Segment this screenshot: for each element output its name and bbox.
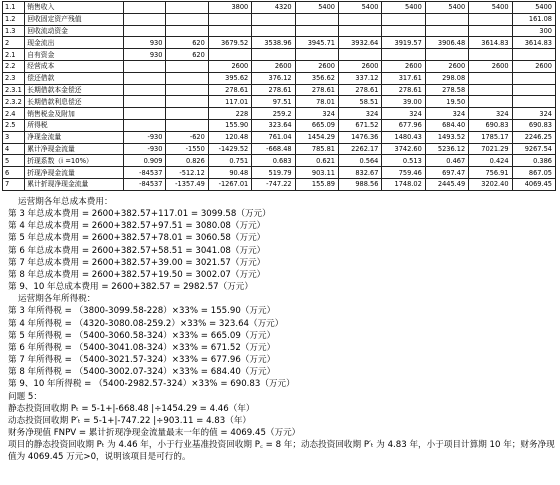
value-cell: 3679.52 [208, 37, 251, 49]
value-cell: 39.00 [382, 96, 425, 108]
row-name-cell: 销售税金及附加 [25, 108, 124, 120]
value-cell [382, 49, 425, 61]
value-cell: 300 [512, 25, 555, 37]
value-cell [425, 25, 468, 37]
value-cell: 324 [512, 108, 555, 120]
table-row [3, 25, 556, 37]
value-cell: 5400 [469, 2, 512, 14]
value-cell: 2600 [512, 60, 555, 72]
row-number-cell: 2.3.2 [3, 96, 25, 108]
value-cell: 697.47 [425, 167, 468, 179]
value-cell: 2600 [295, 60, 338, 72]
value-cell: 677.96 [382, 119, 425, 131]
value-cell: -1550 [166, 143, 208, 155]
value-cell: 120.48 [208, 131, 251, 143]
value-cell: 3614.83 [512, 37, 555, 49]
value-cell: -84537 [124, 167, 166, 179]
row-name-cell: 累计折现净现金流量 [25, 178, 124, 190]
value-cell: 395.62 [208, 72, 251, 84]
value-cell: 832.67 [339, 167, 382, 179]
value-cell [124, 108, 166, 120]
value-cell: -1357.49 [166, 178, 208, 190]
row-name-cell: 现金流出 [25, 37, 124, 49]
table-row [3, 167, 556, 179]
table-row [3, 119, 556, 131]
value-cell: 519.79 [252, 167, 295, 179]
value-cell: 0.513 [382, 155, 425, 167]
value-cell: 690.83 [469, 119, 512, 131]
value-cell: 867.05 [512, 167, 555, 179]
value-cell [124, 96, 166, 108]
value-cell [166, 60, 208, 72]
row-name-cell: 净现金流量 [25, 131, 124, 143]
value-cell: 376.12 [252, 72, 295, 84]
row-number-cell: 1.3 [3, 25, 25, 37]
value-cell: 759.46 [382, 167, 425, 179]
cost-line: 第 8 年总成本费用 = 2600+382.57+19.50 = 3002.07（万元） [8, 269, 266, 280]
tax-line: 第 6 年所得税 = （5400-3041.08-324）×33% = 671.52（万元） [8, 342, 276, 353]
value-cell: 4320 [252, 2, 295, 14]
row-name-cell: 长期借款本金偿还 [25, 84, 124, 96]
value-cell: 0.751 [208, 155, 251, 167]
value-cell: 324 [382, 108, 425, 120]
value-cell: 4069.45 [512, 178, 555, 190]
value-cell: 756.91 [469, 167, 512, 179]
value-cell: -668.48 [252, 143, 295, 155]
table-row [3, 2, 556, 14]
tax-line: 第 9、10 年所得税 = （5400-2982.57-324）×33% = 690.83（万元） [8, 379, 295, 390]
value-cell: 2600 [252, 60, 295, 72]
cost-line: 第 3 年总成本费用 = 2600+382.57+117.01 = 3099.58（万元） [8, 209, 271, 220]
row-name-cell: 所得税 [25, 119, 124, 131]
value-cell [469, 84, 512, 96]
value-cell [166, 2, 208, 14]
value-cell: 930 [124, 37, 166, 49]
value-cell: 324 [295, 108, 338, 120]
table-row [3, 49, 556, 61]
value-cell: 5400 [295, 2, 338, 14]
value-cell: 58.51 [339, 96, 382, 108]
tax-line: 第 8 年所得税 = （5400-3002.07-324）×33% = 684.40（万元） [8, 367, 276, 378]
value-cell: -84537 [124, 178, 166, 190]
tax-line: 第 3 年所得税 = （3800-3099.58-228）×33% = 155.90（万元） [8, 306, 276, 317]
value-cell: 2445.49 [425, 178, 468, 190]
value-cell: 2600 [339, 60, 382, 72]
row-number-cell: 6 [3, 167, 25, 179]
dynamic-payback-line: 动态投资回收期 P′ₜ = 5-1+|-747.22 |÷903.11 = 4.83（年） [8, 415, 252, 426]
value-cell [166, 96, 208, 108]
value-cell: 0.909 [124, 155, 166, 167]
value-cell: 3932.64 [339, 37, 382, 49]
value-cell: -1429.52 [208, 143, 251, 155]
table-row [3, 108, 556, 120]
value-cell: 665.09 [295, 119, 338, 131]
value-cell: 5236.12 [425, 143, 468, 155]
table-row [3, 155, 556, 167]
value-cell: 278.61 [295, 84, 338, 96]
value-cell: 0.826 [166, 155, 208, 167]
value-cell [208, 49, 251, 61]
row-number-cell: 1.2 [3, 13, 25, 25]
value-cell: -930 [124, 143, 166, 155]
row-number-cell: 2.1 [3, 49, 25, 61]
table-row [3, 60, 556, 72]
value-cell: 903.11 [295, 167, 338, 179]
row-name-cell: 长期借款利息偿还 [25, 96, 124, 108]
value-cell: 298.08 [425, 72, 468, 84]
value-cell: 0.386 [512, 155, 555, 167]
value-cell: 259.2 [252, 108, 295, 120]
row-name-cell: 回收流动资金 [25, 25, 124, 37]
row-number-cell: 1.1 [3, 2, 25, 14]
row-number-cell: 2.2 [3, 60, 25, 72]
value-cell [166, 25, 208, 37]
value-cell: 324 [425, 108, 468, 120]
value-cell [425, 13, 468, 25]
value-cell: 3919.57 [382, 37, 425, 49]
value-cell: 324 [469, 108, 512, 120]
value-cell: -930 [124, 131, 166, 143]
row-name-cell: 经营成本 [25, 60, 124, 72]
value-cell: 5400 [339, 2, 382, 14]
cost-line: 第 6 年总成本费用 = 2600+382.57+58.51 = 3041.08（万元） [8, 245, 266, 256]
value-cell: -747.22 [252, 178, 295, 190]
row-name-cell: 累计净现金流量 [25, 143, 124, 155]
value-cell: 2262.17 [339, 143, 382, 155]
value-cell: 1476.36 [339, 131, 382, 143]
value-cell: 0.683 [252, 155, 295, 167]
value-cell [166, 119, 208, 131]
value-cell [512, 49, 555, 61]
value-cell: 2600 [382, 60, 425, 72]
value-cell: 0.621 [295, 155, 338, 167]
value-cell [124, 84, 166, 96]
value-cell: 2600 [469, 60, 512, 72]
value-cell: 278.61 [208, 84, 251, 96]
value-cell: 0.424 [469, 155, 512, 167]
value-cell: 97.51 [252, 96, 295, 108]
cost-line: 第 5 年总成本费用 = 2600+382.57+78.01 = 3060.58（万元） [8, 233, 266, 244]
table-row [3, 178, 556, 190]
value-cell: 1454.29 [295, 131, 338, 143]
value-cell: 9267.54 [512, 143, 555, 155]
value-cell [425, 49, 468, 61]
tax-line: 第 7 年所得税 = （5400-3021.57-324）×33% = 677.96（万元） [8, 355, 276, 366]
table-row [3, 13, 556, 25]
value-cell [252, 25, 295, 37]
solution-notes [8, 196, 556, 463]
value-cell: 5400 [382, 2, 425, 14]
value-cell: 323.64 [252, 119, 295, 131]
value-cell: 761.04 [252, 131, 295, 143]
value-cell [295, 49, 338, 61]
value-cell [124, 25, 166, 37]
value-cell [382, 13, 425, 25]
row-number-cell: 3 [3, 131, 25, 143]
value-cell: 317.61 [382, 72, 425, 84]
value-cell: 155.89 [295, 178, 338, 190]
value-cell: 278.58 [425, 84, 468, 96]
value-cell: 2600 [425, 60, 468, 72]
value-cell: 5400 [425, 2, 468, 14]
row-number-cell: 2 [3, 37, 25, 49]
value-cell: 988.56 [339, 178, 382, 190]
tax-heading: 运营期各年所得税： [18, 294, 96, 305]
value-cell: 155.90 [208, 119, 251, 131]
value-cell: 228 [208, 108, 251, 120]
value-cell [166, 13, 208, 25]
question-5-heading: 问题 5： [8, 391, 42, 402]
table-row [3, 96, 556, 108]
value-cell [469, 72, 512, 84]
row-name-cell: 折现净现金流量 [25, 167, 124, 179]
value-cell: 3538.96 [252, 37, 295, 49]
value-cell [339, 25, 382, 37]
value-cell [124, 60, 166, 72]
value-cell: 620 [166, 49, 208, 61]
value-cell: 3906.48 [425, 37, 468, 49]
value-cell: 620 [166, 37, 208, 49]
value-cell [252, 13, 295, 25]
value-cell: 930 [124, 49, 166, 61]
value-cell [469, 96, 512, 108]
row-name-cell: 回收固定资产残值 [25, 13, 124, 25]
value-cell: 7021.29 [469, 143, 512, 155]
value-cell: -512.12 [166, 167, 208, 179]
row-number-cell: 2.4 [3, 108, 25, 120]
row-name-cell: 自有资金 [25, 49, 124, 61]
table-row [3, 131, 556, 143]
value-cell: 324 [339, 108, 382, 120]
value-cell: 3614.83 [469, 37, 512, 49]
value-cell [512, 84, 555, 96]
cost-line: 第 4 年总成本费用 = 2600+382.57+97.51 = 3080.08（万元） [8, 221, 266, 232]
value-cell: 1748.02 [382, 178, 425, 190]
cash-flow-table [2, 1, 556, 191]
value-cell: 3800 [208, 2, 251, 14]
value-cell [469, 49, 512, 61]
value-cell [166, 84, 208, 96]
value-cell [295, 13, 338, 25]
value-cell [339, 13, 382, 25]
value-cell: 117.01 [208, 96, 251, 108]
table-row [3, 143, 556, 155]
tax-line: 第 5 年所得税 = （5400-3060.58-324）×33% = 665.09（万元） [8, 330, 276, 341]
value-cell [166, 108, 208, 120]
value-cell [469, 25, 512, 37]
value-cell: 2600 [208, 60, 251, 72]
value-cell: 3742.60 [382, 143, 425, 155]
table-row [3, 72, 556, 84]
row-number-cell: 7 [3, 178, 25, 190]
value-cell: 278.61 [339, 84, 382, 96]
value-cell [295, 25, 338, 37]
row-name-cell: 折现系数（i =10%） [25, 155, 124, 167]
value-cell: 3202.40 [469, 178, 512, 190]
value-cell [382, 25, 425, 37]
row-number-cell: 2.3.1 [3, 84, 25, 96]
value-cell: 5400 [512, 2, 555, 14]
value-cell [469, 13, 512, 25]
value-cell [208, 25, 251, 37]
conclusion-paragraph: 项目的静态投资回收期 Pₜ 为 4.46 年，小于行业基准投资回收期 P꜀ = 8 年；动态投资回收期 P′ₜ 为 4.83 年，小于项目计算期 10 年；财务净现值为 4069.45 万元>0，说明该项目是可行的。 [8, 440, 555, 463]
value-cell: 337.12 [339, 72, 382, 84]
value-cell: 1480.43 [382, 131, 425, 143]
value-cell [166, 72, 208, 84]
value-cell: 19.50 [425, 96, 468, 108]
table-row [3, 37, 556, 49]
value-cell [208, 13, 251, 25]
value-cell [124, 72, 166, 84]
value-cell [252, 49, 295, 61]
row-number-cell: 2.5 [3, 119, 25, 131]
value-cell: 0.564 [339, 155, 382, 167]
value-cell [512, 96, 555, 108]
value-cell [124, 119, 166, 131]
value-cell: 356.62 [295, 72, 338, 84]
value-cell: 690.83 [512, 119, 555, 131]
value-cell [339, 49, 382, 61]
value-cell: 0.467 [425, 155, 468, 167]
value-cell: -1267.01 [208, 178, 251, 190]
value-cell: 1785.17 [469, 131, 512, 143]
fnpv-line: 财务净现值 FNPV = 累计折现净现金流量最末一年的值 = 4069.45（万元） [8, 427, 301, 438]
cash-flow-table-body [3, 2, 556, 191]
value-cell: 785.81 [295, 143, 338, 155]
value-cell: 278.61 [252, 84, 295, 96]
value-cell: 278.61 [382, 84, 425, 96]
row-number-cell: 5 [3, 155, 25, 167]
tax-line: 第 4 年所得税 = （4320-3080.08-259.2）×33% = 323.64（万元） [8, 318, 284, 329]
value-cell [124, 13, 166, 25]
value-cell: 78.01 [295, 96, 338, 108]
value-cell [124, 2, 166, 14]
row-number-cell: 2.3 [3, 72, 25, 84]
value-cell: 90.48 [208, 167, 251, 179]
static-payback-line: 静态投资回收期 Pₜ = 5-1+|-668.48 |÷1454.29 = 4.46（年） [8, 403, 255, 414]
row-name-cell: 销售收入 [25, 2, 124, 14]
value-cell: 3945.71 [295, 37, 338, 49]
value-cell: -620 [166, 131, 208, 143]
value-cell: 1493.52 [425, 131, 468, 143]
table-row [3, 84, 556, 96]
value-cell: 684.40 [425, 119, 468, 131]
cost-heading: 运营期各年总成本费用： [18, 197, 113, 207]
cost-line: 第 9、10 年总成本费用 = 2600+382.57 = 2982.57（万元） [8, 282, 253, 293]
row-name-cell: 偿还借款 [25, 72, 124, 84]
value-cell [512, 72, 555, 84]
cost-line: 第 7 年总成本费用 = 2600+382.57+39.00 = 3021.57（万元） [8, 257, 266, 268]
value-cell: 671.52 [339, 119, 382, 131]
value-cell: 161.08 [512, 13, 555, 25]
value-cell: 2246.25 [512, 131, 555, 143]
row-number-cell: 4 [3, 143, 25, 155]
